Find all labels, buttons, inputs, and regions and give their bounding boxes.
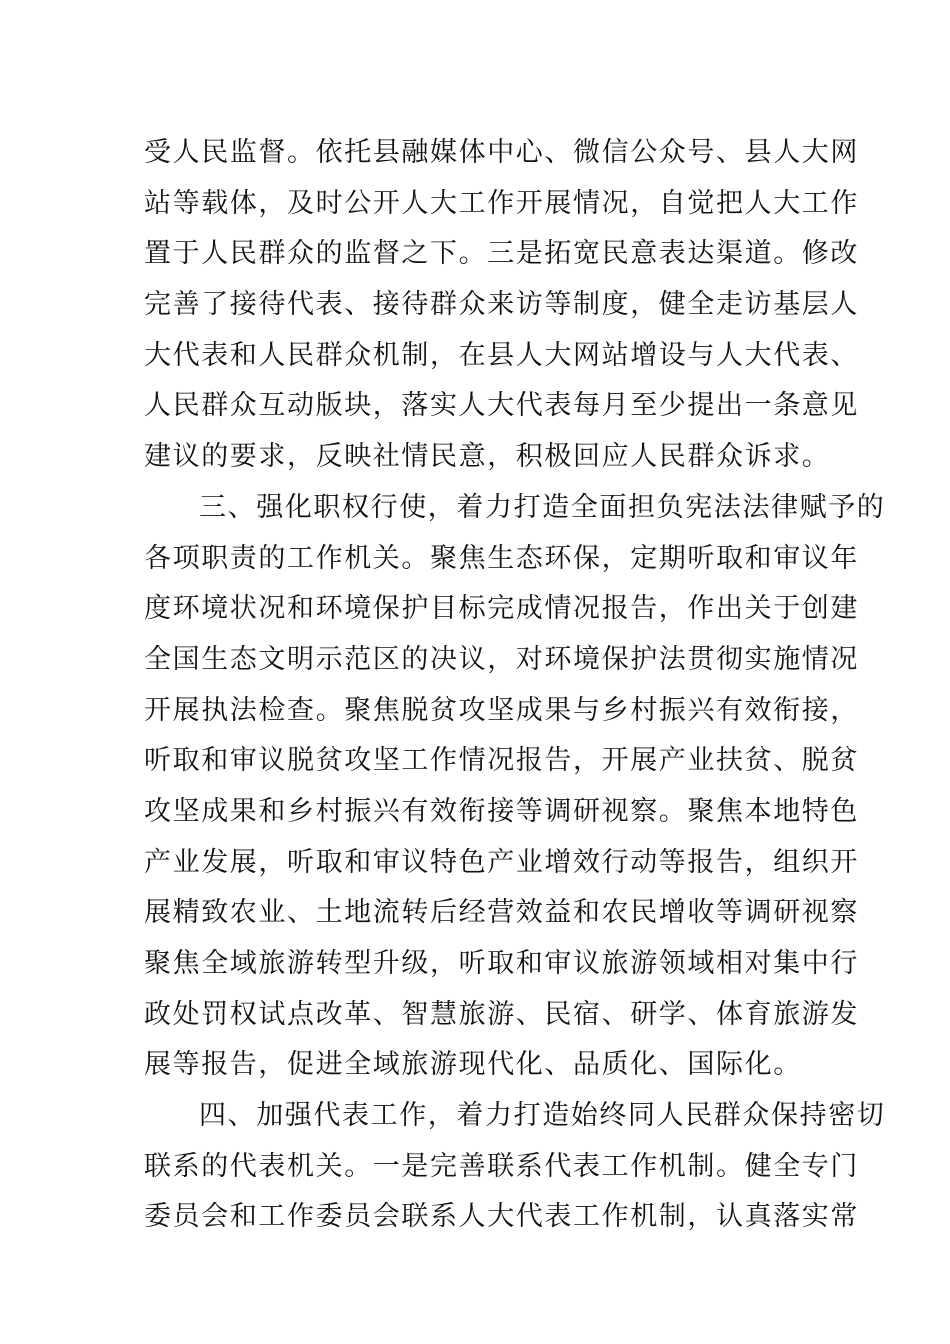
text-line: 展精致农业、土地流转后经营效益和农民增收等调研视察 xyxy=(144,897,859,929)
text-line: 政处罚权试点改革、智慧旅游、民宿、研学、体育旅游发 xyxy=(144,998,859,1030)
text-line: 完善了接待代表、接待群众来访等制度，健全走访基层人 xyxy=(144,289,859,321)
text-line: 大代表和人民群众机制，在县人大网站增设与人大代表、 xyxy=(144,339,859,371)
text-line: 委员会和工作委员会联系人大代表工作机制，认真落实常 xyxy=(144,1201,859,1233)
document-body xyxy=(144,128,886,1243)
text-line: 听取和审议脱贫攻坚工作情况报告，开展产业扶贫、脱贫 xyxy=(144,745,859,777)
text-line: 各项职责的工作机关。聚焦生态环保，定期听取和审议年 xyxy=(144,542,859,574)
text-line: 站等载体，及时公开人大工作开展情况，自觉把人大工作 xyxy=(144,187,859,219)
text-line: 度环境状况和环境保护目标完成情况报告，作出关于创建 xyxy=(144,593,859,625)
text-line: 产业发展，听取和审议特色产业增效行动等报告，组织开 xyxy=(144,846,859,878)
section-heading-line: 四、加强代表工作，着力打造始终同人民群众保持密切 xyxy=(199,1100,886,1132)
text-line: 开展执法检查。聚焦脱贫攻坚成果与乡村振兴有效衔接， xyxy=(144,694,859,726)
text-line: 聚焦全域旅游转型升级，听取和审议旅游领域相对集中行 xyxy=(144,948,859,979)
text-line: 置于人民群众的监督之下。三是拓宽民意表达渠道。修改 xyxy=(144,238,859,270)
text-line: 全国生态文明示范区的决议，对环境保护法贯彻实施情况 xyxy=(144,643,859,675)
text-line: 受人民监督。依托县融媒体中心、微信公众号、县人大网 xyxy=(144,137,859,168)
text-line: 人民群众互动版块，落实人大代表每月至少提出一条意见 xyxy=(144,390,859,422)
section-heading-line: 三、强化职权行使，着力打造全面担负宪法法律赋予的 xyxy=(199,491,886,523)
text-line: 展等报告，促进全域旅游现代化、品质化、国际化。 xyxy=(144,1049,802,1081)
text-line: 联系的代表机关。一是完善联系代表工作机制。健全专门 xyxy=(144,1150,859,1182)
text-line: 攻坚成果和乡村振兴有效衔接等调研视察。聚焦本地特色 xyxy=(144,795,859,827)
text-line: 建议的要求，反映社情民意，积极回应人民群众诉求。 xyxy=(144,441,831,473)
